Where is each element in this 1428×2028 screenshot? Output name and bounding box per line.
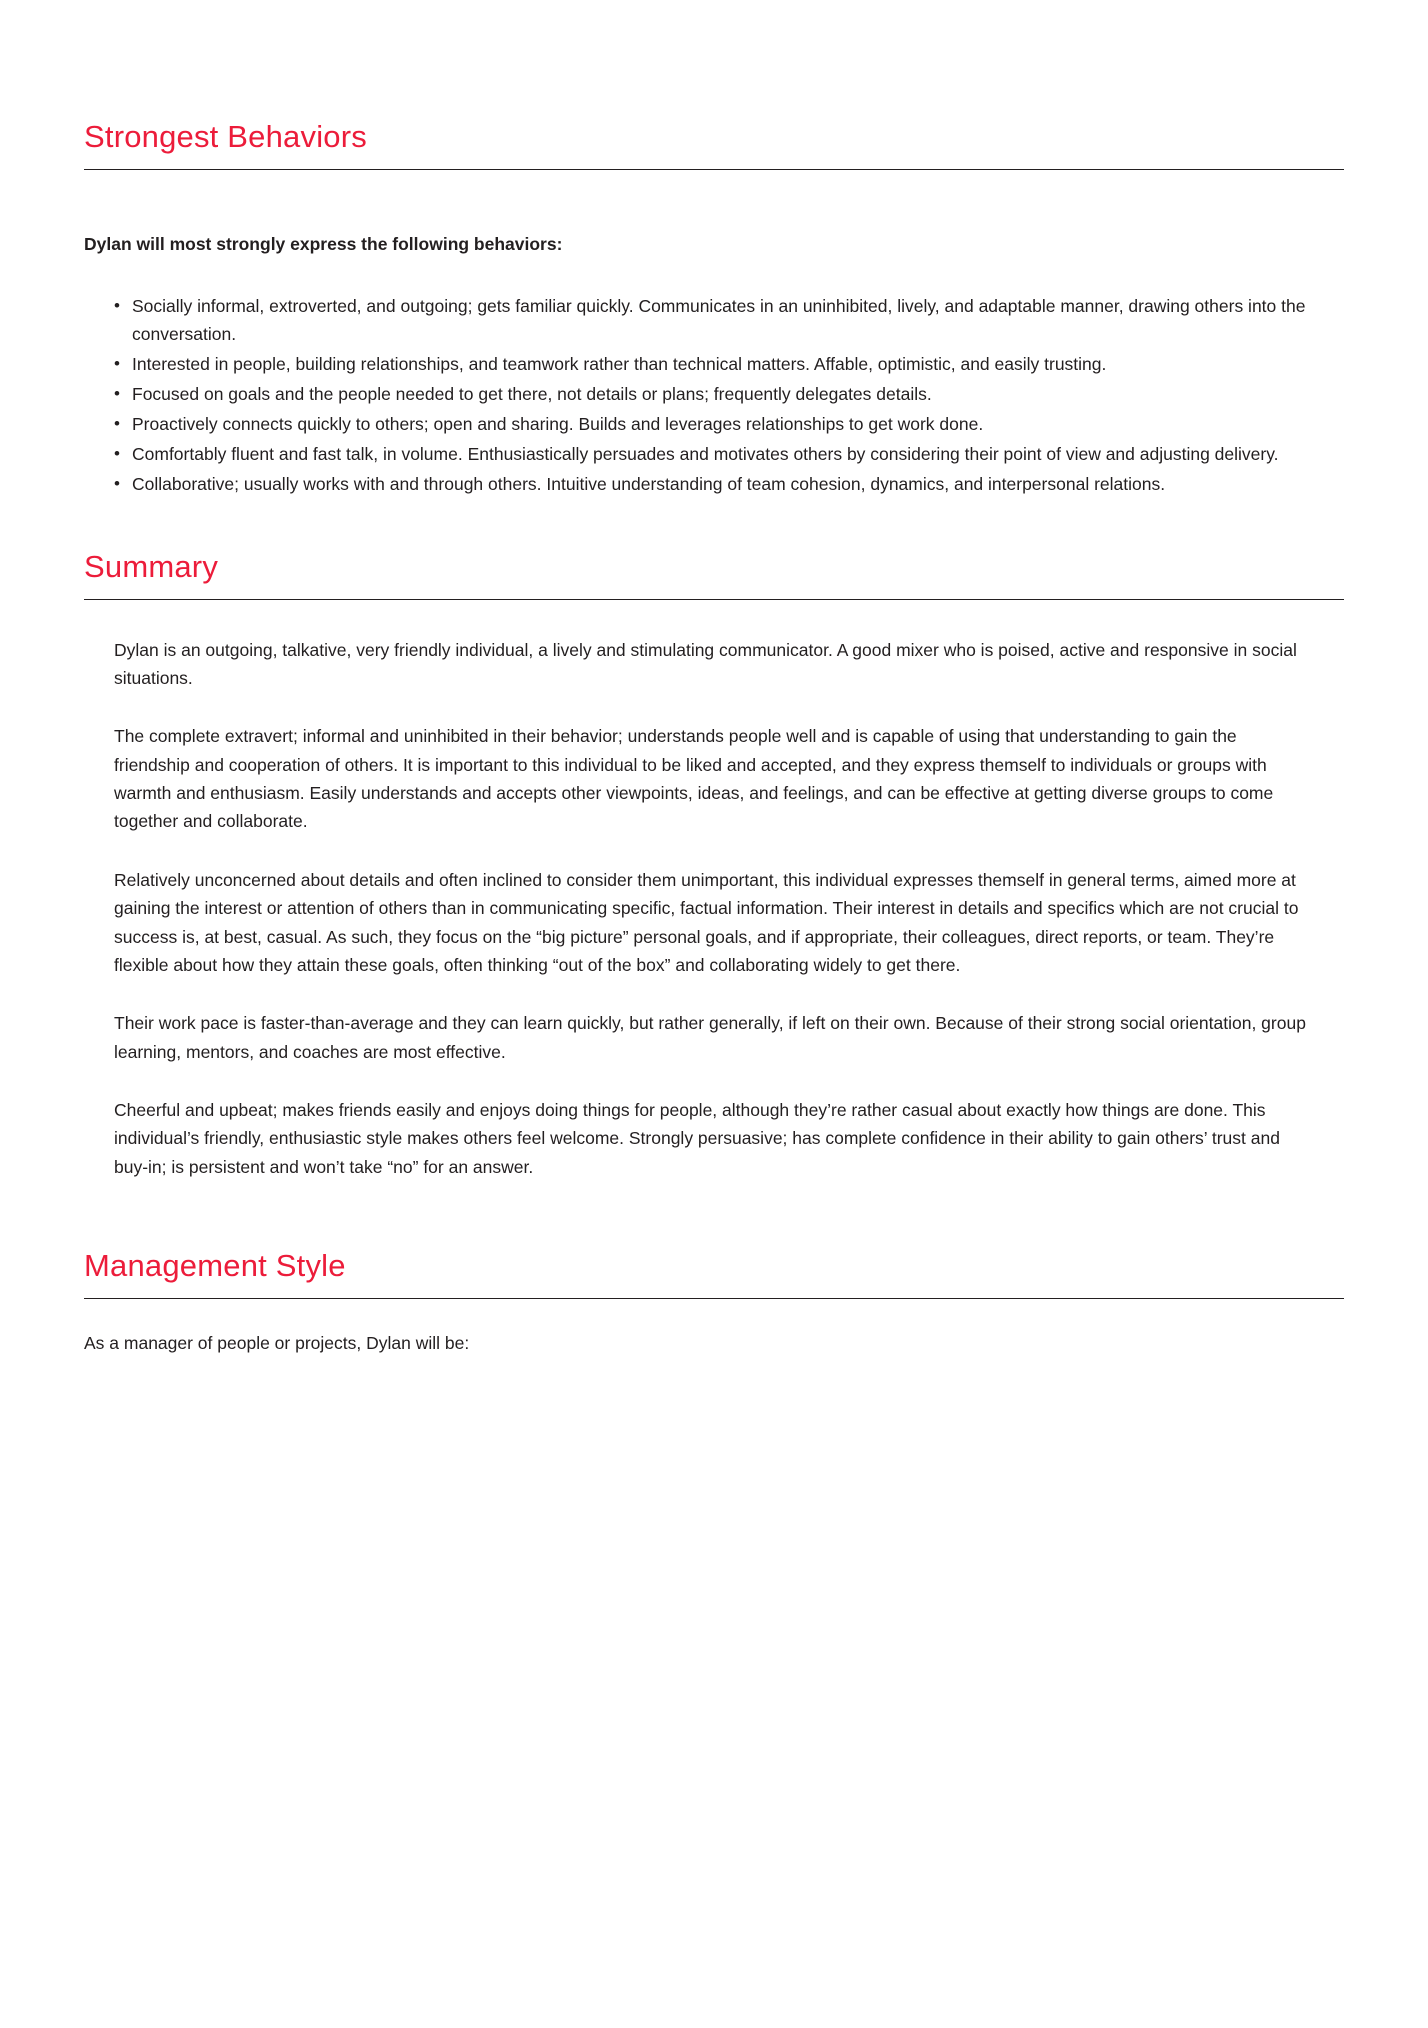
summary-body xyxy=(84,636,1344,1181)
summary-paragraph: Dylan is an outgoing, talkative, very friendly individual, a lively and stimulating communicator. A good mixer who is poised, active and responsive in social situations. xyxy=(114,639,1297,689)
section-strongest-behaviors xyxy=(84,0,1344,498)
section-heading-management-style: Management Style xyxy=(84,1247,346,1283)
list-item: • Proactively connects quickly to others; open and sharing. Builds and leverages relationships to get work done. xyxy=(110,410,1344,438)
management-style-paragraph: As a manager of people or projects, Dylan will be: xyxy=(84,1333,470,1354)
section-divider xyxy=(84,599,1344,600)
list-item: • Comfortably fluent and fast talk, in volume. Enthusiastically persuades and motivates others by considering their point of view and adjusting delivery. xyxy=(110,440,1344,468)
summary-paragraph: Relatively unconcerned about details and often inclined to consider them unimportant, this individual expresses themself in general terms, aimed more at gaining the interest or attention of others than in communicating specific, factual information. Their interest in details and specifics which are not crucial to success is, at best, casual. As such, they focus on the “big picture” personal goals, and if appropriate, their colleagues, direct reports, or team. They’re flexible about how they attain these goals, often thinking “out of the box” and collaborating widely to get there. xyxy=(114,869,1299,975)
list-item: • Collaborative; usually works with and through others. Intuitive understanding of team cohesion, dynamics, and interpersonal relations. xyxy=(110,470,1344,498)
list-item: • Socially informal, extroverted, and outgoing; gets familiar quickly. Communicates in an uninhibited, lively, and adaptable manner, drawing others into the conversation. xyxy=(110,292,1344,348)
section-heading-summary: Summary xyxy=(84,548,219,584)
summary-paragraph: The complete extravert; informal and uninhibited in their behavior; understands people well and is capable of using that understanding to gain the friendship and cooperation of others. It is important to this individual to be liked and accepted, and they express themself to individuals or groups with warmth and enthusiasm. Easily understands and accepts other viewpoints, ideas, and feelings, and can be effective at getting diverse groups to come together and collaborate. xyxy=(114,726,1274,832)
strongest-behaviors-lead-text: Dylan will most strongly express the following behaviors: xyxy=(84,234,563,255)
section-management-style xyxy=(84,1247,1344,1358)
summary-paragraph: Their work pace is faster-than-average and they can learn quickly, but rather generally, if left on their own. Because of their strong social orientation, group learning, mentors, and coaches are most effective. xyxy=(114,1013,1306,1062)
section-divider xyxy=(84,169,1344,170)
section-divider xyxy=(84,1298,1344,1299)
section-heading-strongest-behaviors: Strongest Behaviors xyxy=(84,119,367,154)
summary-paragraph: Cheerful and upbeat; makes friends easily and enjoys doing things for people, although they’re rather casual about exactly how things are done. This individual’s friendly, enthusiastic style makes others feel welcome. Strongly persuasive; has complete confidence in their ability to gain others’ trust and buy-in; is persistent and won’t take “no” for an answer. xyxy=(114,1099,1280,1177)
list-item: • Focused on goals and the people needed to get there, not details or plans; frequently delegates details. xyxy=(110,380,1344,408)
section-summary xyxy=(84,548,1344,1181)
list-item: • Interested in people, building relationships, and teamwork rather than technical matters. Affable, optimistic, and easily trusting. xyxy=(110,350,1344,378)
management-style-body xyxy=(84,1329,1344,1357)
strongest-behaviors-list xyxy=(84,292,1344,498)
